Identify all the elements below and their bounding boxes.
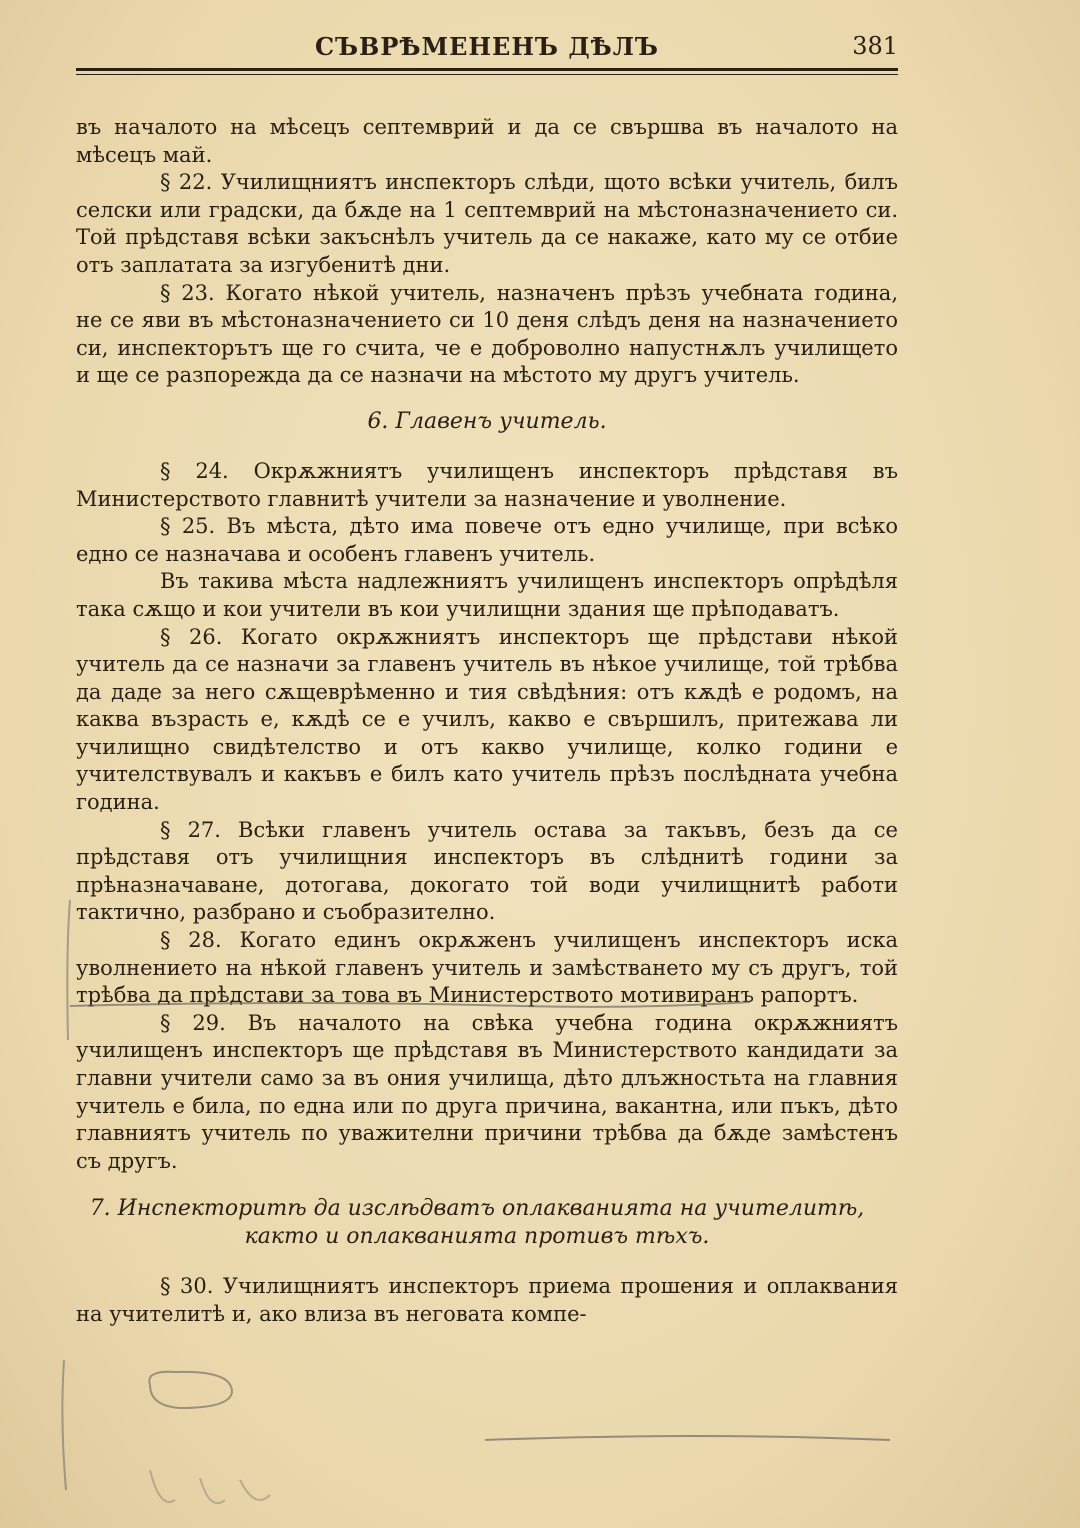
header-rule-thick (76, 68, 898, 71)
heading-7: 7. Инспекторитѣ да изслѣдватъ оплакванията на учителитѣ, както и оплакванията противъ тѣхъ. (89, 1196, 865, 1250)
section-25-cont: Въ такива мѣста надлежниятъ училищенъ инспекторъ опрѣдѣля така сѫщо и кои учители въ кои училищни здания ще прѣподаватъ. (76, 569, 898, 621)
section-30: § 30. Училищниятъ инспекторъ приема прошения и оплаквания на учителитѣ и, ако влиза въ неговата компе- (76, 1274, 898, 1326)
pencil-underline-2 (485, 1436, 890, 1440)
section-23: § 23. Когато нѣкой учитель, назначенъ прѣзъ учебната година, не се яви въ мѣстоназначението си 10 деня слѣдъ деня на назначението си, инспекторътъ ще го счита, че е доброволно напустнѫлъ училището и ще се разпорежда да се назначи на мѣстото му другъ учитель. (76, 280, 898, 388)
body-text (76, 114, 898, 1329)
section-29: § 29. Въ началото на свѣка учебна година окрѫжниятъ училищенъ инспекторъ ще прѣдставя въ Министерството кандидати за главни учители само за въ ония училища, дѣто длъжностьта на главния учитель е била, по една или по друга причина, вакантна, или пъкъ, дѣто главниятъ учитель по уважителни причини трѣбва да бѫде замѣстенъ съ другъ. (76, 1010, 898, 1173)
heading-6: 6. Главенъ учитель. (367, 408, 607, 434)
header-rule-thin (76, 74, 898, 75)
pencil-margin-line-2 (62, 1360, 66, 1490)
section-28: § 28. Когато единъ окрѫженъ училищенъ инспекторъ иска уволнението на нѣкой главенъ учитель и замѣстването му съ другъ, той трѣбва да прѣдстави за това въ Министерството мотивиранъ рапортъ. (76, 928, 898, 1008)
section-25: § 25. Въ мѣста, дѣто има повече отъ едно училище, при всѣко едно се назначава и особенъ главенъ учитель. (76, 514, 898, 566)
section-24: § 24. Окрѫжниятъ училищенъ инспекторъ прѣдставя въ Министерството главнитѣ учители за назначение и уволнение. (76, 458, 898, 511)
pencil-scribble (150, 1470, 270, 1503)
running-title: СЪВРѢМЕНЕНЪ ДѢЛЪ (315, 32, 659, 61)
running-head (76, 28, 898, 62)
section-22: § 22. Училищниятъ инспекторъ слѣди, щото всѣки учитель, билъ селски или градски, да бѫде на 1 септемврий на мѣстоназначението си. Той прѣдставя всѣки закъснѣлъ учитель да се накаже, като му се отбие отъ заплатата за изгубенитѣ дни. (76, 170, 898, 277)
pencil-circle (149, 1372, 232, 1408)
page-number: 381 (852, 32, 898, 60)
section-26: § 26. Когато окрѫжниятъ инспекторъ ще прѣдстави нѣкой учитель да се назначи за главенъ учитель въ нѣкое училище, той трѣбва да даде за него сѫщеврѣменно и тия свѣдѣния: отъ кѫдѣ е родомъ, на каква възрасть е, кѫдѣ се е училъ, какво е свършилъ, притежава ли училищно свидѣтелство и отъ какво училище, колко години е учителствувалъ и какъвъ е билъ като учитель прѣзъ послѣдната учебна година. (76, 624, 898, 815)
section-27: § 27. Всѣки главенъ учитель остава за такъвъ, безъ да се прѣдставя отъ училищния инспекторъ въ слѣднитѣ години за прѣназначаване, дотогава, докогато той води училищнитѣ работи тактично, разбрано и съобразително. (76, 817, 898, 925)
paragraph-continuation: въ началото на мѣсецъ септемврий и да се свършва въ началото на мѣсецъ май. (76, 115, 898, 167)
pencil-margin-line-1 (67, 900, 70, 1040)
